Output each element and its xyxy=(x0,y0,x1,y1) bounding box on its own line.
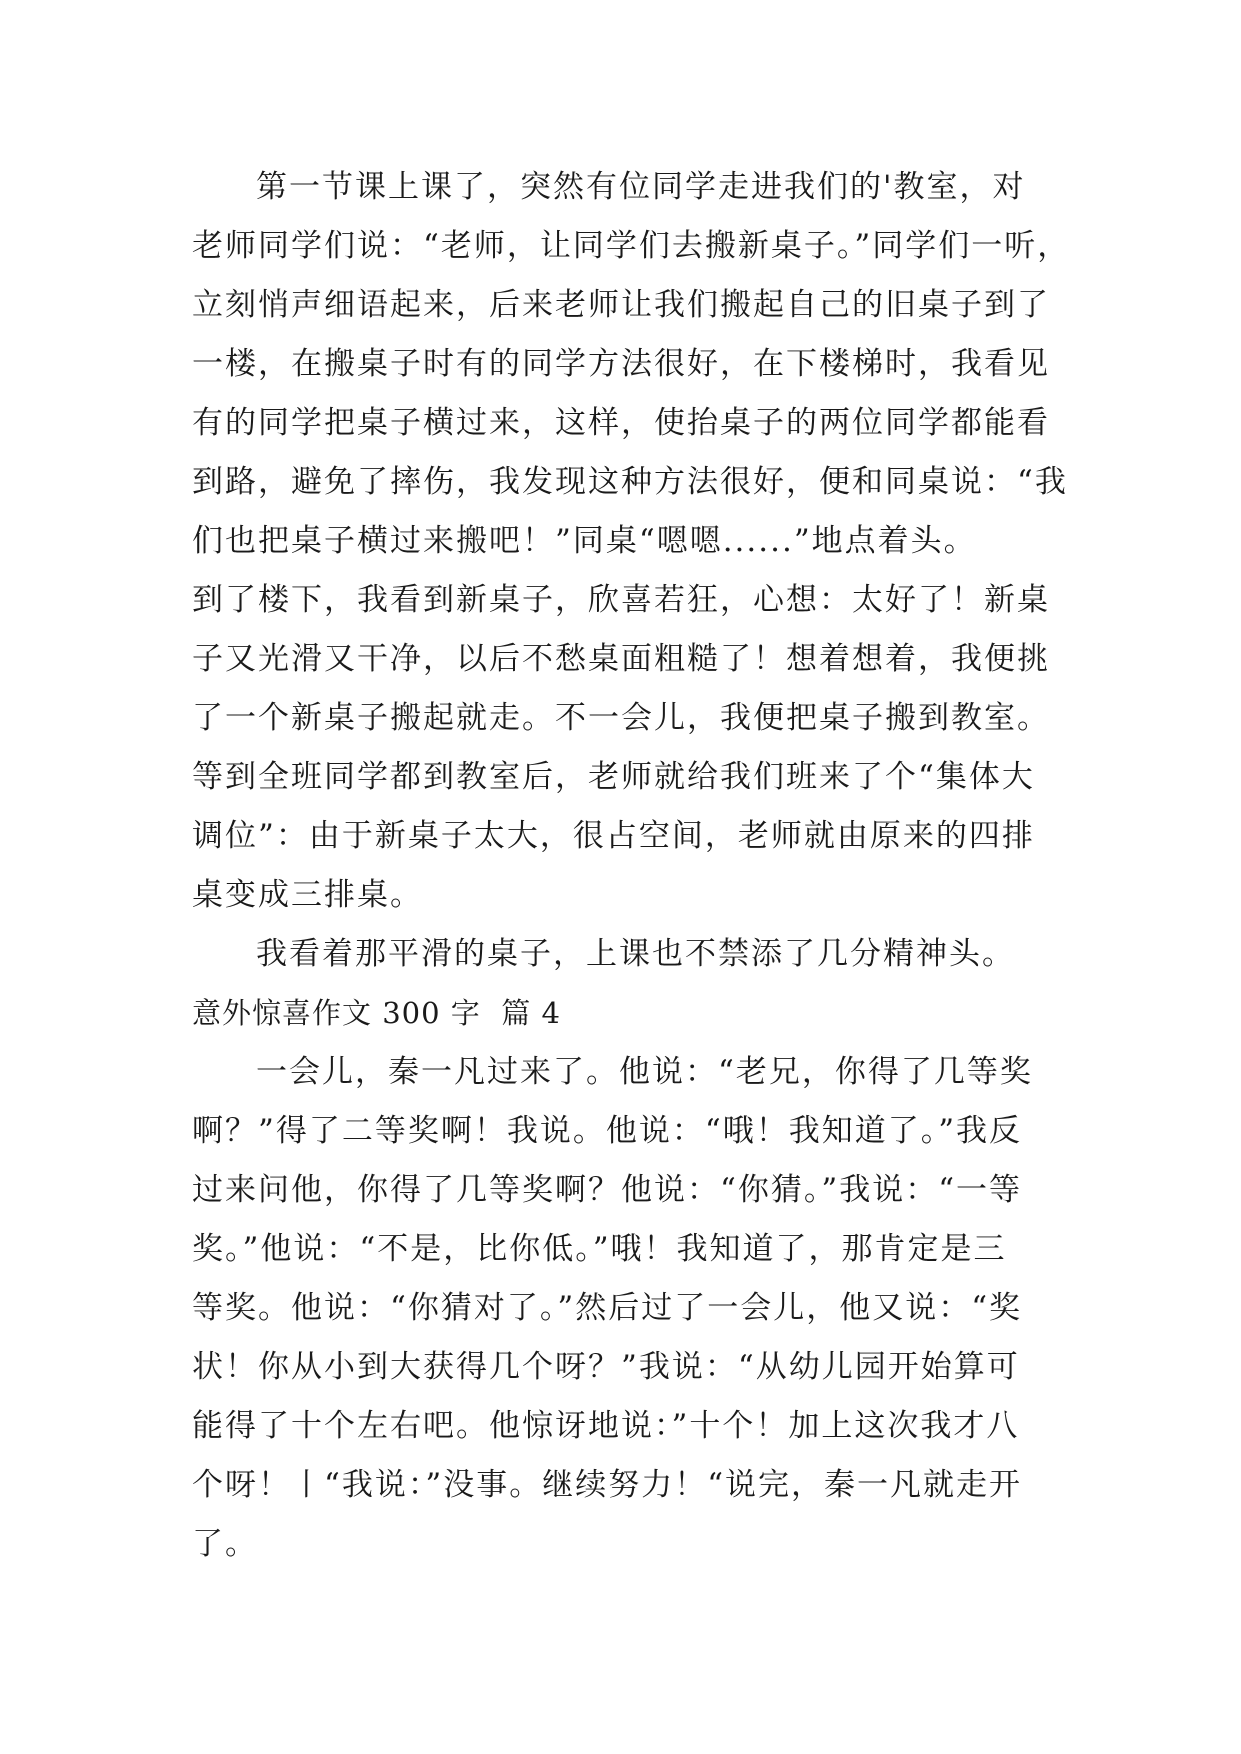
paragraph-line: 啊？”得了二等奖啊！我说。他说：“哦！我知道了。”我反 xyxy=(192,1113,1023,1149)
paragraph-line: 调位”：由于新桌子太大，很占空间，老师就由原来的四排 xyxy=(192,818,1035,854)
paragraph-line: 奖。”他说：“不是，比你低。”哦！我知道了，那肯定是三 xyxy=(192,1231,1007,1267)
paragraph-line: 第一节课上课了，突然有位同学走进我们的'教室，对 xyxy=(256,169,1026,205)
paragraph-line: 了。 xyxy=(192,1526,258,1562)
section-heading: 意外惊喜作文 300 字 篇 4 xyxy=(192,996,561,1030)
paragraph-line: 等到全班同学都到教室后，老师就给我们班来了个“集体大 xyxy=(192,759,1035,795)
paragraph-line: 我看着那平滑的桌子，上课也不禁添了几分精神头。 xyxy=(256,936,1015,972)
paragraph-line: 桌变成三排桌。 xyxy=(192,877,423,913)
paragraph-line: 了一个新桌子搬起就走。不一会儿，我便把桌子搬到教室。 xyxy=(192,700,1050,736)
paragraph-line: 到了楼下，我看到新桌子，欣喜若狂，心想：太好了！新桌 xyxy=(192,582,1050,618)
paragraph-line: 等奖。他说：“你猜对了。”然后过了一会儿，他又说：“奖 xyxy=(192,1290,1023,1326)
paragraph-line: 到路，避免了摔伤，我发现这种方法很好，便和同桌说：“我 xyxy=(192,464,1068,500)
paragraph-line: 立刻悄声细语起来，后来老师让我们搬起自己的旧桌子到了 xyxy=(192,287,1050,323)
paragraph-line: 有的同学把桌子横过来，这样，使抬桌子的两位同学都能看 xyxy=(192,405,1050,441)
paragraph-line: 过来问他，你得了几等奖啊？他说：“你猜。”我说：“一等 xyxy=(192,1172,1023,1208)
paragraph-line: 子又光滑又干净，以后不愁桌面粗糙了！想着想着，我便挑 xyxy=(192,641,1050,677)
paragraph-line: 们也把桌子横过来搬吧！”同桌“嗯嗯......”地点着头。 xyxy=(192,523,977,559)
paragraph-line: 老师同学们说：“老师，让同学们去搬新桌子。”同学们一听， xyxy=(192,228,1071,264)
paragraph-line: 一楼，在搬桌子时有的同学方法很好，在下楼梯时，我看见 xyxy=(192,346,1050,382)
paragraph-line: 状！你从小到大获得几个呀？”我说：“从幼儿园开始算可 xyxy=(192,1349,1020,1385)
paragraph-line: 一会儿，秦一凡过来了。他说：“老兄，你得了几等奖 xyxy=(256,1054,1033,1090)
essay-body xyxy=(192,158,1072,1574)
paragraph-line: 能得了十个左右吧。他惊讶地说：”十个！加上这次我才八 xyxy=(192,1408,1020,1444)
paragraph-line: 个呀！丨“我说：”没事。继续努力！“说完，秦一凡就走开 xyxy=(192,1467,1023,1503)
